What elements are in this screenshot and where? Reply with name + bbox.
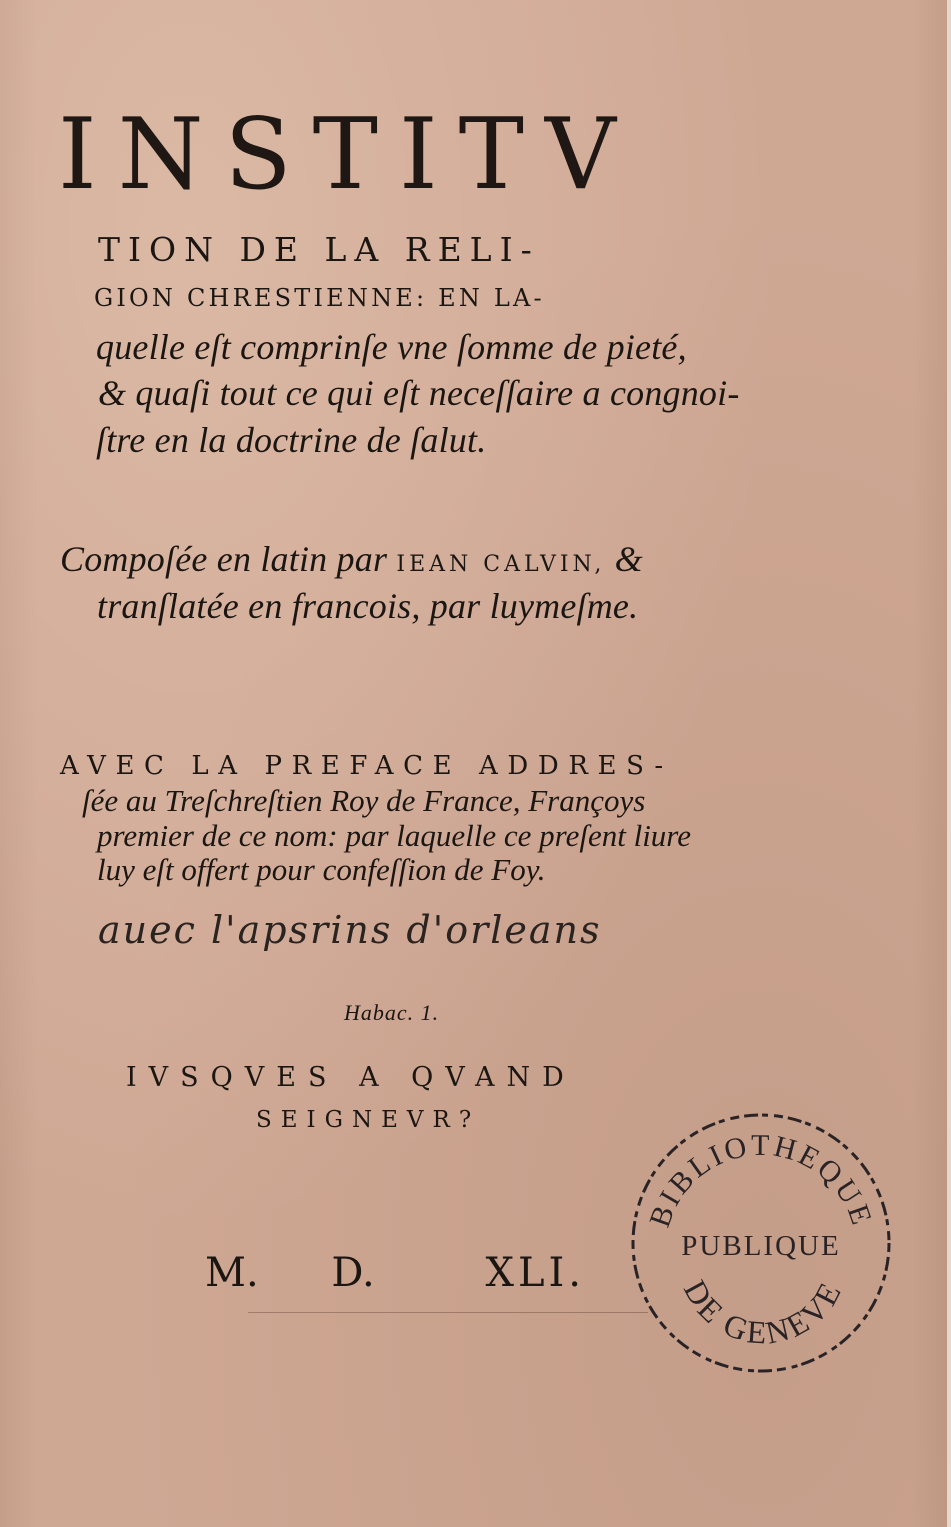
author-name: IEAN CALVIN,	[396, 552, 606, 577]
title-line-4: & quaſi tout ce qui eſt neceſſaire a congnoi-	[98, 373, 740, 413]
stamp-middle-text: PUBLIQUE	[681, 1230, 841, 1262]
divider-line	[248, 1312, 648, 1313]
author-line-1	[60, 537, 643, 587]
handwritten-note: auec l'apsrins d'orleans	[98, 908, 602, 952]
epigraph-reference: Habac. 1.	[344, 1000, 440, 1025]
epigraph-line-1: IVSQVES A QVAND	[126, 1062, 576, 1093]
author-prefix: Compoſée en latin par	[60, 539, 388, 579]
title-main: INSTITV	[58, 98, 637, 212]
preface-line-1: ſée au Treſchreſtien Roy de France, Françoys	[82, 783, 646, 818]
page-edge	[947, 0, 951, 1527]
preface-line-3: luy eſt offert pour confeſſion de Foy.	[97, 852, 546, 887]
author-line-2: tranſlatée en francois, par luymeſme.	[97, 586, 639, 626]
imprint-date	[205, 1248, 585, 1298]
preface-line-2: premier de ce nom: par laquelle ce preſent liure	[97, 818, 691, 853]
stamp-bottom-text: DE GENEVE	[676, 1274, 849, 1351]
stamp-seal-icon	[618, 1100, 904, 1386]
epigraph-line-2: SEIGNEVR?	[256, 1107, 481, 1133]
date-d: D.	[331, 1250, 375, 1296]
author-suffix: &	[614, 539, 643, 579]
title-line-1: TION DE LA RELI-	[98, 230, 540, 269]
title-line-2: GION CHRESTIENNE: EN LA-	[94, 284, 545, 312]
stamp-top-text: BIBLIOTHEQUE	[643, 1128, 879, 1232]
title-line-5: ſtre en la doctrine de ſalut.	[96, 420, 487, 460]
date-xli: XLI.	[485, 1250, 586, 1296]
date-m: M.	[205, 1250, 259, 1296]
title-line-3: quelle eſt comprinſe vne ſomme de pieté,	[96, 327, 687, 367]
library-stamp	[618, 1100, 904, 1386]
preface-caps: AVEC LA PREFACE ADDRES-	[60, 751, 673, 781]
